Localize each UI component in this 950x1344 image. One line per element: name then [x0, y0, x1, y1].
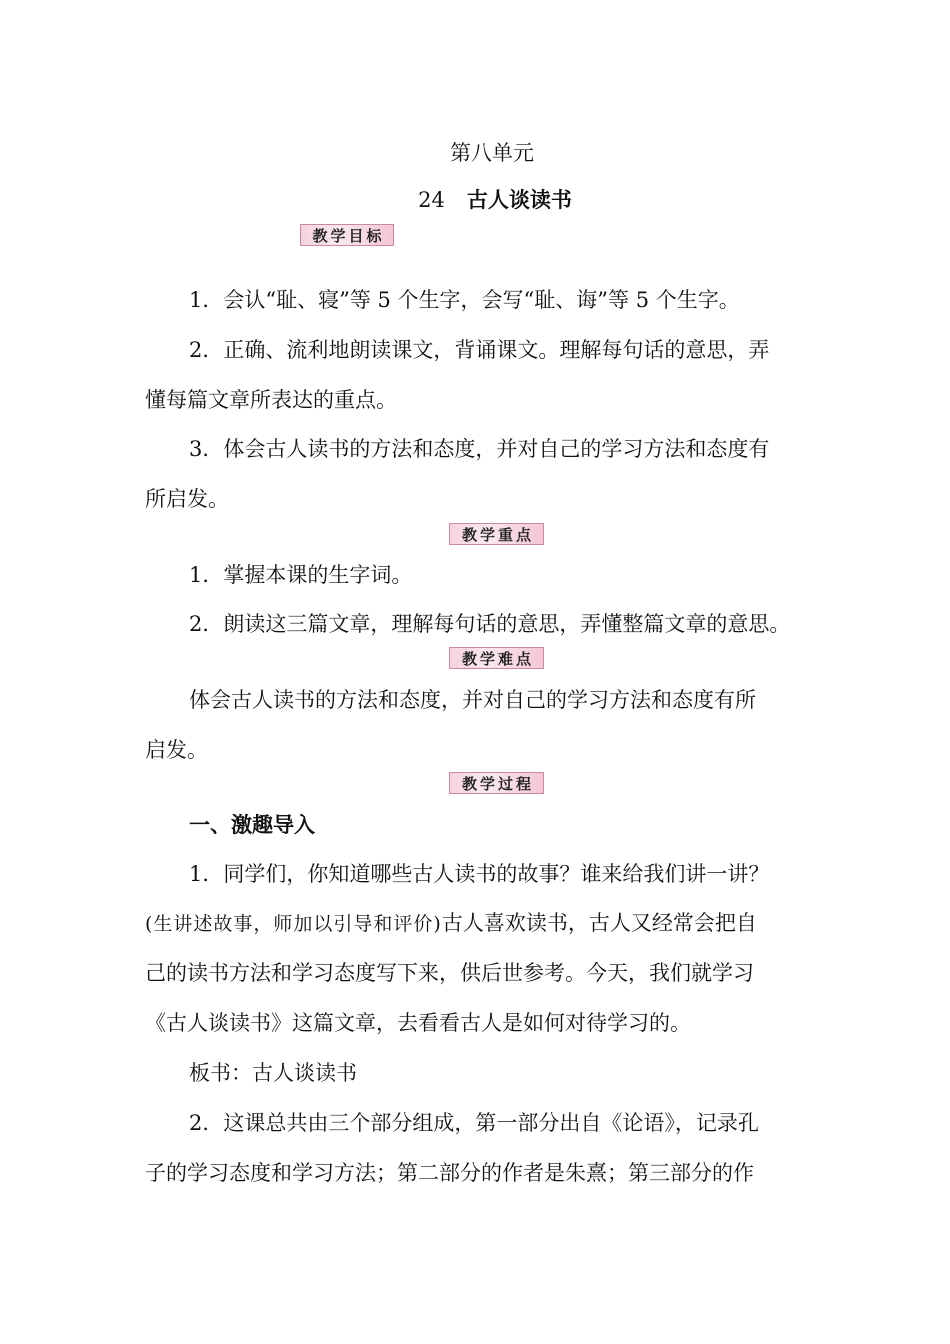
difficulty-line2: 启发。 [145, 738, 208, 762]
teacher-note: (生讲述故事，师加以引导和评价) [145, 913, 442, 935]
lesson-name: 古人谈读书 [466, 187, 572, 212]
process-p1-line3: 己的读书方法和学习态度写下来，供后世参考。今天，我们就学习 [145, 961, 754, 985]
badge-key-points: 教学重点 [449, 523, 544, 545]
process-p1-line1: 1．同学们，你知道哪些古人读书的故事？谁来给我们讲一讲？ [189, 862, 770, 886]
lesson-number: 24 [418, 188, 445, 212]
objective-2-line2: 懂每篇文章所表达的重点。 [145, 388, 397, 412]
process-p2-line1: 2．这课总共由三个部分组成，第一部分出自《论语》，记录孔 [189, 1111, 759, 1135]
section-heading-intro: 一、激趣导入 [189, 812, 315, 837]
badge-difficulties: 教学难点 [449, 647, 544, 669]
difficulty-line1: 体会古人读书的方法和态度，并对自己的学习方法和态度有所 [189, 688, 756, 712]
process-p1-line2-text: 古人喜欢读书，古人又经常会把自 [441, 911, 757, 935]
key-point-1: 1．掌握本课的生字词。 [189, 563, 413, 587]
process-p2-line2: 子的学习态度和学习方法；第二部分的作者是朱熹；第三部分的作 [145, 1161, 754, 1185]
board-writing: 板书：古人谈读书 [189, 1061, 357, 1085]
badge-objectives: 教学目标 [300, 224, 394, 246]
process-p1-line2 [145, 908, 810, 939]
objective-3-line1: 3．体会古人读书的方法和态度，并对自己的学习方法和态度有 [189, 437, 770, 461]
lesson-title [0, 185, 950, 215]
objective-1: 1．会认“耻、寝”等 5 个生字，会写“耻、诲”等 5 个生字。 [189, 288, 740, 312]
badge-process: 教学过程 [449, 772, 544, 794]
objective-3-line2: 所启发。 [145, 487, 229, 511]
process-p1-line4: 《古人谈读书》这篇文章，去看看古人是如何对待学习的。 [145, 1011, 691, 1035]
key-point-2: 2．朗读这三篇文章，理解每句话的意思，弄懂整篇文章的意思。 [189, 612, 791, 636]
objective-2-line1: 2．正确、流利地朗读课文，背诵课文。理解每句话的意思，弄 [189, 338, 770, 362]
unit-title: 第八单元 [450, 141, 534, 165]
